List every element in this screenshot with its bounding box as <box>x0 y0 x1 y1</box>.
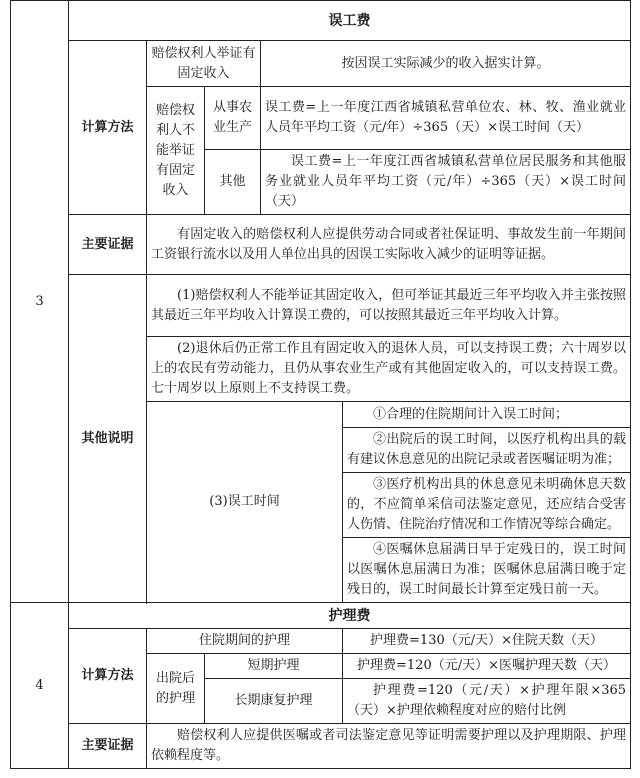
nursing-evidence-label: 主要证据 <box>69 724 147 769</box>
evidence-label: 主要证据 <box>69 215 147 275</box>
short-term-nursing-formula: 护理费=120（元/天）×医嘱护理天数（天） <box>343 654 631 679</box>
lost-time-rule-2: ②出院后的误工时间，以医疗机构出具的载有建议休息意见的出院记录或者医嘱证明为准； <box>343 428 631 473</box>
lost-time-label: (3)误工时间 <box>147 402 343 603</box>
inpatient-nursing-label: 住院期间的护理 <box>147 629 343 654</box>
fixed-income-text: 按因误工实际减少的收入据实计算。 <box>261 41 631 87</box>
section-title-nursing-fee: 护理费 <box>69 603 631 629</box>
nursing-evidence-text: 赔偿权利人应提供医嘱或者司法鉴定意见等证明需要护理以及护理期限、护理依赖程度等。 <box>147 724 631 769</box>
section-number-3: 3 <box>11 1 69 603</box>
evidence-text: 有固定收入的赔偿权利人应提供劳动合同或者社保证明、事故发生前一年期间工资银行流水以及用人单位出具的因误工实际收入减少的证明等证据。 <box>147 215 631 275</box>
short-term-nursing-label: 短期护理 <box>205 654 343 679</box>
other-notes-label: 其他说明 <box>69 275 147 603</box>
inpatient-nursing-formula: 护理费=130（元/天）×住院天数（天） <box>343 629 631 654</box>
section-number-4: 4 <box>11 603 69 769</box>
calc-method-label: 计算方法 <box>69 41 147 215</box>
long-term-nursing-label: 长期康复护理 <box>205 679 343 724</box>
lost-time-rule-4: ④医嘱休息届满日早于定残日的，误工时间以医嘱休息届满日为准；医嘱休息届满日晚于定残日的，误工时间最长计算至定残日前一天。 <box>343 538 631 603</box>
no-fixed-income-label: 赔偿权利人不能举证有固定收入 <box>147 87 205 215</box>
post-discharge-nursing-label: 出院后的护理 <box>147 654 205 724</box>
agriculture-formula: 误工费=上一年度江西省城镇私营单位农、林、牧、渔业就业人员年平均工资（元/年）÷365（天）×误工时间（天） <box>261 87 631 150</box>
long-term-nursing-formula: 护理费=120（元/天）×护理年限×365（天）×护理依赖程度对应的赔付比例 <box>343 679 631 724</box>
nursing-calc-method-label: 计算方法 <box>69 629 147 724</box>
compensation-table <box>10 0 631 769</box>
note-2: (2)退休后仍正常工作且有固定收入的退休人员，可以支持误工费；六十周岁以上的农民有劳动能力，且仍从事农业生产或有其他固定收入的，可以支持误工费。七十周岁以上原则上不支持误工费。 <box>147 337 631 402</box>
other-industry-formula: 误工费=上一年度江西省城镇私营单位居民服务和其他服务业就业人员年平均工资（元/年）÷365（天）×误工时间（天） <box>261 150 631 215</box>
lost-time-rule-1: ①合理的住院期间计入误工时间； <box>343 402 631 428</box>
fixed-income-label: 赔偿权利人举证有固定收入 <box>147 41 261 87</box>
agriculture-label: 从事农业生产 <box>205 87 261 150</box>
lost-time-rule-3: ③医疗机构出具的休息意见未明确休息天数的，不应简单采信司法鉴定意见，还应结合受害人伤情、住院治疗情况和工作情况等综合确定。 <box>343 473 631 538</box>
other-industry-label: 其他 <box>205 150 261 215</box>
note-1: (1)赔偿权利人不能举证其固定收入，但可举证其最近三年平均收入并主张按照其最近三年平均收入计算误工费的，可以按照其最近三年平均收入计算。 <box>147 275 631 337</box>
section-title-lost-wages: 误工费 <box>69 1 631 41</box>
